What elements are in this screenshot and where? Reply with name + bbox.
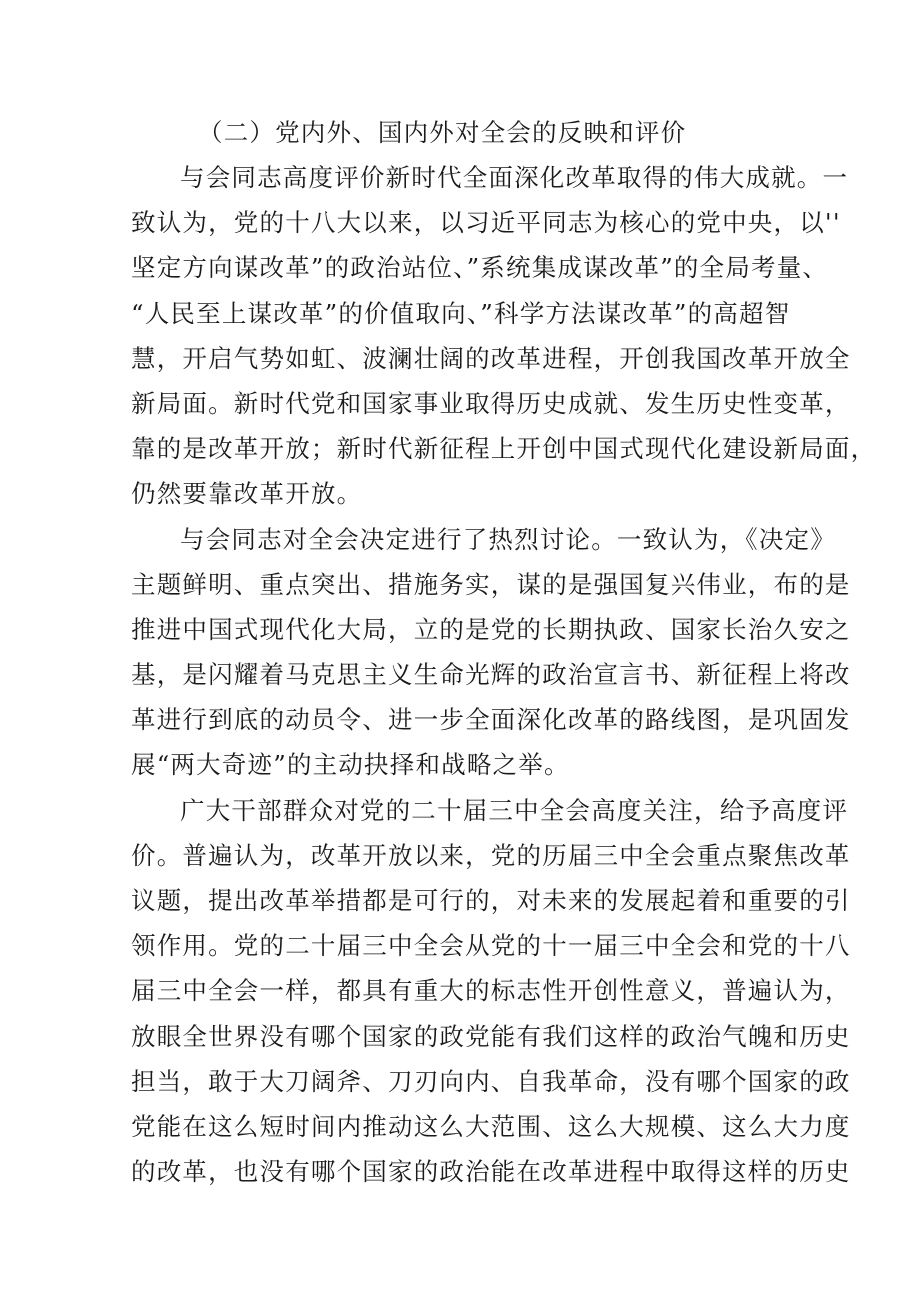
text-line: “人民至上谋改革”的价值取向、”科学方法谋改革”的高超智	[131, 298, 791, 328]
text-line: 党能在这么短时间内推动这么大范围、这么大规模、这么大力度	[131, 1111, 851, 1141]
text-line: 广大干部群众对党的二十届三中全会高度关注，给予高度评	[180, 795, 849, 825]
text-line: 领作用。党的二十届三中全会从党的十一届三中全会和党的十八	[131, 931, 851, 961]
paragraph-decision-discussion	[131, 517, 851, 788]
text-line: 基，是闪耀着马克思主义生命光辉的政治宣言书、新征程上将改	[131, 660, 851, 690]
text-line: 议题，提出改革举措都是可行的，对未来的发展起着和重要的引	[131, 886, 851, 915]
text-line: 仍然要靠改革开放。	[131, 479, 363, 509]
text-line: 与会同志对全会决定进行了热烈讨论。一致认为，《决定》	[180, 524, 836, 554]
text-line: 展“两大奇迹”的主动抉择和战略之举。	[131, 750, 570, 780]
text-line: 的改革，也没有哪个国家的政治能在改革进程中取得这样的历史	[131, 1157, 851, 1187]
text-line: 坚定方向谋改革”的政治站位、”系统集成谋改革”的全局考量、	[131, 253, 829, 283]
text-line: 担当，敢于大刀阔斧、刀刃向内、自我革命，没有哪个国家的政	[131, 1066, 851, 1096]
text-line: 革进行到底的动员令、进一步全面深化改革的路线图，是巩固发	[131, 705, 851, 735]
text-line: 慧，开启气势如虹、波澜壮阔的改革进程，开创我国改革开放全	[131, 343, 851, 373]
text-line: 放眼全世界没有哪个国家的政党能有我们这样的政治气魄和历史	[131, 1021, 851, 1051]
section-heading: （二）党内外、国内外对全会的反映和评价	[198, 118, 687, 147]
paragraph-conference-evaluation	[131, 155, 877, 517]
text-line: 致认为，党的十八大以来，以习近平同志为核心的党中央，以''	[131, 208, 841, 238]
text-line: 与会同志高度评价新时代全面深化改革取得的伟大成就。一	[180, 163, 849, 192]
text-line: 推进中国式现代化大局，立的是党的长期执政、国家长治久安之	[131, 614, 851, 644]
text-line: 新局面。新时代党和国家事业取得历史成就、发生历史性变革，	[131, 388, 851, 418]
text-line: 价。普遍认为，改革开放以来，党的历届三中全会重点聚焦改革	[131, 840, 851, 870]
paragraph-public-response	[131, 788, 851, 1195]
text-line: 届三中全会一样，都具有重大的标志性开创性意义，普遍认为，	[131, 976, 851, 1006]
text-line: 主题鲜明、重点突出、措施务实，谋的是强国复兴伟业，布的是	[131, 569, 851, 599]
text-line: 靠的是改革开放；新时代新征程上开创中国式现代化建设新局面，	[131, 434, 877, 464]
document-body	[131, 111, 877, 1194]
